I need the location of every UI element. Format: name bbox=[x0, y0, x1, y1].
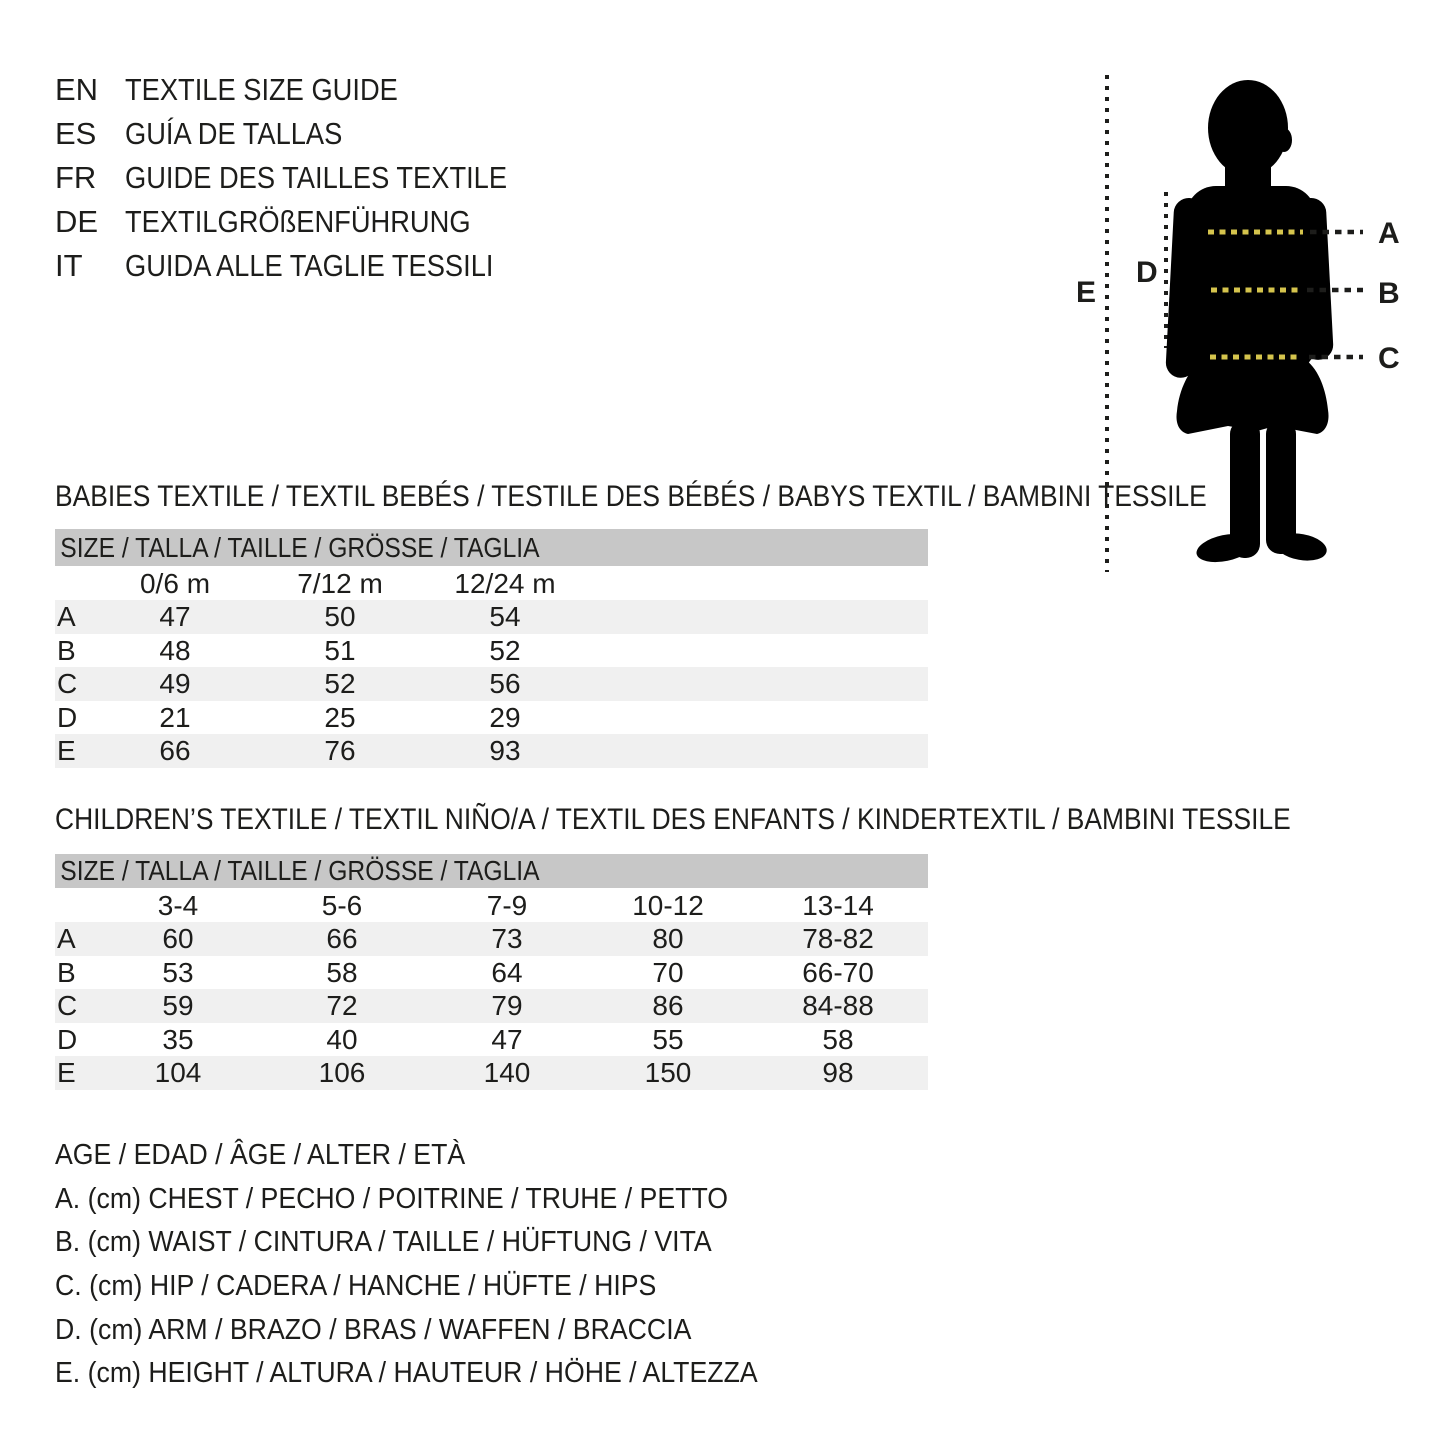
row-label: E bbox=[57, 735, 76, 766]
size-value: 104 bbox=[154, 1057, 202, 1088]
children-section-heading bbox=[55, 805, 1445, 835]
size-value: 50 bbox=[324, 601, 356, 632]
language-row-en bbox=[55, 68, 559, 112]
language-row-it bbox=[55, 244, 559, 288]
column-header: 5-6 bbox=[321, 890, 363, 921]
column-header: 12/24 m bbox=[454, 568, 556, 599]
size-value: 66 bbox=[159, 735, 191, 766]
size-value: 52 bbox=[324, 668, 356, 699]
measure-label-e: E bbox=[1076, 276, 1097, 309]
size-value: 72 bbox=[326, 990, 358, 1021]
language-row-fr bbox=[55, 156, 559, 200]
babies-table-row-e bbox=[55, 734, 928, 768]
size-value: 29 bbox=[489, 701, 521, 733]
size-value: 86 bbox=[652, 990, 684, 1021]
row-label: A bbox=[57, 601, 76, 632]
size-value: 78-82 bbox=[802, 923, 874, 954]
size-value: 59 bbox=[162, 990, 194, 1021]
measure-label-a: A bbox=[1378, 217, 1400, 250]
column-header: 7-9 bbox=[486, 890, 528, 921]
language-row-de bbox=[55, 200, 559, 244]
babies-table-row-b bbox=[55, 634, 928, 668]
measurement-legend bbox=[55, 1134, 819, 1396]
size-value: 55 bbox=[652, 1023, 684, 1055]
legend-line-age-text: AGE / EDAD / ÂGE / ALTER / ETÀ bbox=[55, 1139, 466, 1171]
children-size-bar-label: SIZE / TALLA / TAILLE / GRÖSSE / TAGLIA bbox=[60, 855, 540, 886]
row-label: A bbox=[57, 923, 76, 954]
size-value: 70 bbox=[652, 956, 684, 988]
column-header: 7/12 m bbox=[297, 568, 383, 599]
size-value: 48 bbox=[159, 634, 191, 666]
row-label: C bbox=[57, 668, 78, 699]
size-value: 47 bbox=[491, 1023, 523, 1055]
row-label: C bbox=[57, 990, 78, 1021]
legend-line-waist-text: B. (cm) WAIST / CINTURA / TAILLE / HÜFTUNG / VITA bbox=[55, 1226, 712, 1259]
babies-section-heading-text: BABIES TEXTILE / TEXTIL BEBÉS / TESTILE DES BÉBÉS / BABYS TEXTIL / BAMBINI TESSILE bbox=[55, 480, 1207, 513]
size-value: 106 bbox=[318, 1057, 366, 1088]
size-value: 64 bbox=[491, 956, 523, 988]
size-value: 40 bbox=[326, 1023, 358, 1055]
size-value: 49 bbox=[159, 668, 191, 699]
size-value: 51 bbox=[324, 634, 356, 666]
size-value: 56 bbox=[489, 668, 521, 699]
babies-section-heading bbox=[55, 482, 1364, 512]
size-value: 80 bbox=[652, 923, 684, 954]
legend-line-chest-text: A. (cm) CHEST / PECHO / POITRINE / TRUHE / PETTO bbox=[55, 1182, 729, 1215]
children-section-heading-text: CHILDREN’S TEXTILE / TEXTIL NIÑO/A / TEXTIL DES ENFANTS / KINDERTEXTIL / BAMBINI TESSILE bbox=[55, 803, 1291, 836]
children-size-bar bbox=[55, 854, 928, 888]
language-row-es bbox=[55, 112, 559, 156]
babies-table-row-c bbox=[55, 667, 928, 701]
guide-title-es: GUÍA DE TALLAS bbox=[125, 116, 343, 151]
legend-line-height bbox=[55, 1352, 819, 1396]
row-label: B bbox=[57, 956, 76, 988]
children-table-row-c bbox=[55, 989, 928, 1023]
size-value: 140 bbox=[483, 1057, 531, 1088]
legend-line-age bbox=[55, 1134, 819, 1178]
size-value: 54 bbox=[489, 601, 521, 632]
size-value: 21 bbox=[159, 701, 191, 733]
children-table-row-a bbox=[55, 922, 928, 956]
column-header: 10-12 bbox=[632, 890, 704, 921]
children-column-header-row bbox=[55, 889, 928, 923]
language-code: DE bbox=[55, 204, 99, 239]
size-value: 66-70 bbox=[802, 956, 874, 988]
language-code: IT bbox=[55, 248, 83, 283]
guide-title-fr: GUIDE DES TAILLES TEXTILE bbox=[125, 160, 508, 195]
children-table-row-e bbox=[55, 1056, 928, 1090]
measure-label-c: C bbox=[1378, 342, 1400, 375]
babies-column-header-row bbox=[55, 567, 928, 601]
size-value: 93 bbox=[489, 735, 521, 766]
guide-title-it: GUIDA ALLE TAGLIE TESSILI bbox=[125, 248, 494, 283]
size-value: 150 bbox=[644, 1057, 692, 1088]
silhouette-ear bbox=[1276, 128, 1292, 152]
babies-size-table bbox=[55, 529, 928, 769]
row-label: B bbox=[57, 634, 76, 666]
size-value: 35 bbox=[162, 1023, 194, 1055]
size-value: 98 bbox=[822, 1057, 854, 1088]
measure-label-d: D bbox=[1136, 256, 1158, 289]
children-table-row-b bbox=[55, 956, 928, 990]
size-value: 66 bbox=[326, 923, 358, 954]
legend-line-height-text: E. (cm) HEIGHT / ALTURA / HAUTEUR / HÖHE / ALTEZZA bbox=[55, 1357, 758, 1390]
size-value: 84-88 bbox=[802, 990, 874, 1021]
row-label: D bbox=[57, 701, 78, 733]
babies-size-bar bbox=[55, 529, 928, 566]
column-header: 0/6 m bbox=[139, 568, 211, 599]
size-value: 73 bbox=[491, 923, 523, 954]
guide-title-de: TEXTILGRÖßENFÜHRUNG bbox=[125, 204, 471, 239]
legend-line-hip bbox=[55, 1265, 819, 1309]
size-value: 79 bbox=[491, 990, 523, 1021]
legend-line-waist bbox=[55, 1221, 819, 1265]
size-value: 52 bbox=[489, 634, 521, 666]
column-header: 13-14 bbox=[802, 890, 874, 921]
size-value: 76 bbox=[324, 735, 356, 766]
legend-line-arm bbox=[55, 1309, 819, 1353]
language-code: FR bbox=[55, 160, 97, 195]
babies-table-row-d bbox=[55, 701, 928, 735]
legend-line-hip-text: C. (cm) HIP / CADERA / HANCHE / HÜFTE / HIPS bbox=[55, 1270, 657, 1303]
children-size-table bbox=[55, 854, 928, 1090]
size-value: 58 bbox=[326, 956, 358, 988]
size-value: 53 bbox=[162, 956, 194, 988]
size-value: 25 bbox=[324, 701, 356, 733]
children-table-row-d bbox=[55, 1023, 928, 1057]
size-value: 58 bbox=[822, 1023, 854, 1055]
size-value: 60 bbox=[162, 923, 194, 954]
guide-title-en: TEXTILE SIZE GUIDE bbox=[125, 72, 398, 107]
legend-line-arm-text: D. (cm) ARM / BRAZO / BRAS / WAFFEN / BRACCIA bbox=[55, 1313, 692, 1346]
babies-table-row-a bbox=[55, 600, 928, 634]
row-label: D bbox=[57, 1023, 78, 1055]
measure-label-b: B bbox=[1378, 277, 1400, 310]
language-title-list bbox=[55, 68, 559, 288]
size-value: 47 bbox=[159, 601, 191, 632]
babies-size-bar-label: SIZE / TALLA / TAILLE / GRÖSSE / TAGLIA bbox=[60, 532, 540, 563]
language-code: EN bbox=[55, 72, 99, 107]
column-header: 3-4 bbox=[157, 890, 199, 921]
language-code: ES bbox=[55, 116, 97, 151]
row-label: E bbox=[57, 1057, 76, 1088]
legend-line-chest bbox=[55, 1178, 819, 1222]
